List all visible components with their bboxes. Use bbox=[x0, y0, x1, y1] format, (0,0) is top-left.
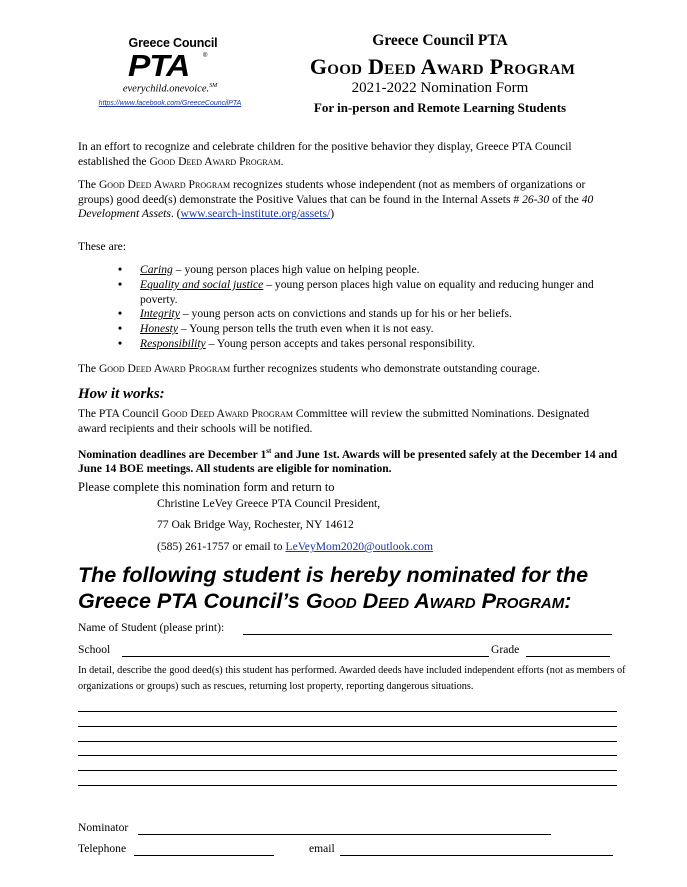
return-address-name: Christine LeVey Greece PTA Council President, bbox=[157, 497, 381, 510]
telephone-field[interactable] bbox=[134, 855, 274, 856]
email-field[interactable] bbox=[340, 855, 613, 856]
values-list bbox=[118, 263, 598, 352]
nominator-field[interactable] bbox=[138, 834, 551, 835]
courage-paragraph: The Good Deed Award Program further recognizes students who demonstrate outstanding courage. bbox=[78, 362, 540, 375]
deed-description-line[interactable] bbox=[78, 755, 617, 756]
search-institute-link[interactable]: www.search-institute.org/assets/ bbox=[180, 207, 331, 220]
list-item: • Equality and social justice – young person places high value on equality and reducing hunger and poverty. bbox=[118, 278, 598, 308]
program-paragraph: The Good Deed Award Program recognizes students whose independent (not as members of organizations or groups) good deed(s) demonstrate the Positive Values that can be found in the Internal Assets # 26-30 of the 40 Development Assets. (www.search-institute.org/assets/) bbox=[78, 178, 594, 220]
complete-instruction: Please complete this nomination form and return to bbox=[78, 480, 335, 494]
grade-field[interactable] bbox=[526, 656, 610, 657]
deed-description-line[interactable] bbox=[78, 711, 617, 712]
facebook-link[interactable]: https://www.facebook.com/GreeceCouncilPTA bbox=[98, 100, 242, 107]
how-it-works-heading: How it works: bbox=[78, 386, 165, 402]
student-name-field[interactable] bbox=[243, 634, 612, 635]
list-item: • Integrity – young person acts on convictions and stands up for his or her beliefs. bbox=[118, 307, 598, 322]
school-field[interactable] bbox=[122, 656, 489, 657]
deed-description-line[interactable] bbox=[78, 770, 617, 771]
student-name-label: Name of Student (please print): bbox=[78, 621, 225, 634]
nomination-heading-line2: Greece PTA Council’s Good Deed Award Program: bbox=[78, 589, 572, 613]
audience-subtitle: For in-person and Remote Learning Students bbox=[313, 100, 567, 115]
email-label: email bbox=[309, 842, 335, 855]
list-item: • Caring – young person places high value on helping people. bbox=[118, 263, 598, 278]
header-org: Greece Council PTA bbox=[372, 32, 508, 49]
pta-logo: PTA bbox=[128, 48, 190, 83]
form-subtitle: 2021-2022 Nomination Form bbox=[351, 80, 529, 96]
logo-tagline: everychild.onevoice.℠ bbox=[122, 83, 218, 95]
school-label: School bbox=[78, 643, 111, 656]
these-are-label: These are: bbox=[78, 240, 126, 253]
how-paragraph: The PTA Council Good Deed Award Program Committee will review the submitted Nominations. Designated award recipients and their schools will be notified. bbox=[78, 407, 590, 435]
list-item: • Honesty – Young person tells the truth even when it is not easy. bbox=[118, 322, 598, 337]
nominator-label: Nominator bbox=[78, 821, 129, 834]
telephone-label: Telephone bbox=[78, 842, 127, 855]
email-link[interactable]: LeVeyMom2020@outlook.com bbox=[285, 540, 434, 553]
return-address-street: 77 Oak Bridge Way, Rochester, NY 14612 bbox=[157, 518, 354, 531]
nomination-heading-line1: The following student is hereby nominated for the bbox=[78, 563, 589, 587]
pta-logo-registered-mark: ® bbox=[203, 53, 208, 59]
logo-council-text: Greece Council bbox=[128, 36, 218, 50]
page-title: Good Deed Award Program bbox=[309, 54, 576, 79]
deadline-paragraph: Nomination deadlines are December 1st and June 1st. Awards will be presented safely at the December 14 and June 14 BOE meetings. All students are eligible for nomination. bbox=[78, 447, 618, 476]
return-contact: (585) 261-1757 or email to LeVeyMom2020@outlook.com bbox=[157, 540, 434, 553]
list-item: • Responsibility – Young person accepts and takes personal responsibility. bbox=[118, 337, 598, 352]
intro-paragraph: In an effort to recognize and celebrate children for the positive behavior they display, Greece PTA Council established the Good Deed Award Program. bbox=[78, 140, 572, 168]
deed-description-line[interactable] bbox=[78, 726, 617, 727]
deed-description-instructions: In detail, describe the good deed(s) this student has performed. Awarded deeds have included independent efforts (not as members of organizations or groups) such as rescues, returning lost property, reporting dangerous situations. bbox=[78, 665, 626, 692]
deed-description-line[interactable] bbox=[78, 785, 617, 786]
deed-description-line[interactable] bbox=[78, 741, 617, 742]
grade-label: Grade bbox=[491, 643, 520, 656]
